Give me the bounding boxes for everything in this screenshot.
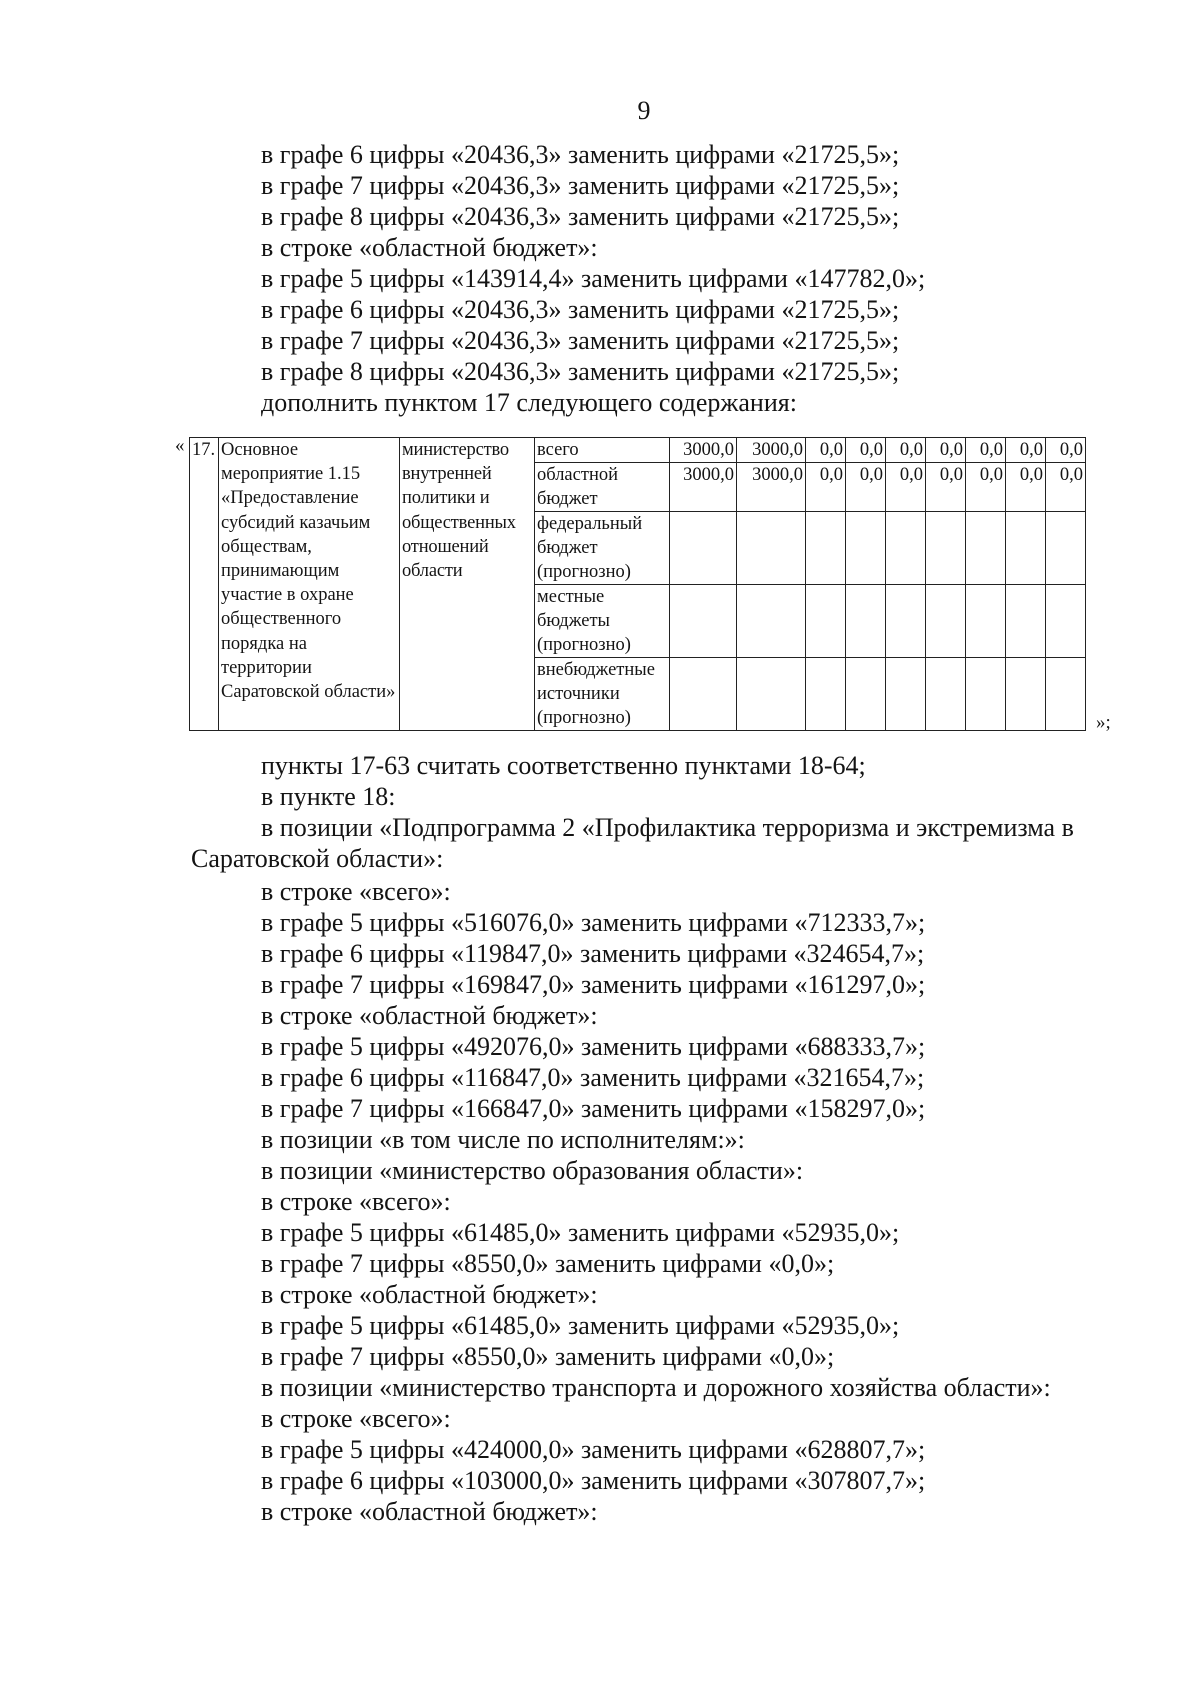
value-cell: [886, 585, 926, 658]
value-cell: 0,0: [846, 438, 886, 463]
source-cell: внебюджетные источники (прогнозно): [535, 658, 670, 731]
text-line: в графе 7 цифры «8550,0» заменить цифрами «0,0»;: [261, 1249, 835, 1278]
table-open-quote: «: [175, 435, 185, 456]
text-line: в позиции «министерство образования области»:: [261, 1156, 804, 1185]
text-line: в графе 7 цифры «20436,3» заменить цифрами «21725,5»;: [261, 171, 900, 200]
text-line: пункты 17-63 считать соответственно пунктами 18-64;: [261, 751, 866, 780]
text-line: в графе 7 цифры «166847,0» заменить цифрами «158297,0»;: [261, 1094, 926, 1123]
text-line: в графе 5 цифры «424000,0» заменить цифрами «628807,7»;: [261, 1435, 926, 1464]
source-cell: областной бюджет: [535, 463, 670, 512]
value-cell: 0,0: [886, 463, 926, 512]
table-close-quote: »;: [1096, 712, 1111, 733]
value-cell: [1006, 658, 1046, 731]
text-line: дополнить пунктом 17 следующего содержания:: [261, 388, 797, 417]
value-cell: [846, 658, 886, 731]
text-line: в графе 6 цифры «103000,0» заменить цифрами «307807,7»;: [261, 1466, 926, 1495]
value-cell: [926, 512, 966, 585]
text-line: в графе 5 цифры «492076,0» заменить цифрами «688333,7»;: [261, 1032, 926, 1061]
value-cell: [966, 585, 1006, 658]
item-name: Основное мероприятие 1.15 «Предоставление субсидий казачьим обществам, принимающим участие в охране общественного порядка на территории Саратовской области»: [219, 438, 400, 731]
value-cell: [670, 585, 737, 658]
text-line: в графе 6 цифры «116847,0» заменить цифрами «321654,7»;: [261, 1063, 925, 1092]
text-paragraph: в позиции «Подпрограмма 2 «Профилактика терроризма и экстремизма в Саратовской области»:: [191, 813, 1074, 873]
source-cell: местные бюджеты (прогнозно): [535, 585, 670, 658]
value-cell: [806, 512, 846, 585]
value-cell: [737, 658, 806, 731]
text-line: в позиции «министерство транспорта и дорожного хозяйства области»:: [261, 1373, 1051, 1402]
value-cell: 0,0: [926, 463, 966, 512]
value-cell: [846, 585, 886, 658]
value-cell: 0,0: [806, 463, 846, 512]
value-cell: 0,0: [886, 438, 926, 463]
text-line: в строке «областной бюджет»:: [261, 1280, 598, 1309]
text-line: в графе 6 цифры «20436,3» заменить цифрами «21725,5»;: [261, 295, 900, 324]
table-row: [190, 438, 1086, 463]
text-line: в строке «всего»:: [261, 1404, 451, 1433]
amendment-block-1: [261, 139, 925, 418]
value-cell: [1046, 585, 1086, 658]
value-cell: 3000,0: [737, 463, 806, 512]
value-cell: [966, 512, 1006, 585]
text-line: в позиции «в том числе по исполнителям:»:: [261, 1125, 745, 1154]
value-cell: [846, 512, 886, 585]
value-cell: [806, 585, 846, 658]
value-cell: 0,0: [806, 438, 846, 463]
value-cell: 0,0: [1006, 463, 1046, 512]
text-line: в графе 7 цифры «8550,0» заменить цифрами «0,0»;: [261, 1342, 835, 1371]
text-line: в строке «всего»:: [261, 877, 451, 906]
value-cell: [670, 512, 737, 585]
text-line: в пункте 18:: [261, 782, 396, 811]
item-number: 17.: [190, 438, 219, 731]
value-cell: [1046, 658, 1086, 731]
source-cell: всего: [535, 438, 670, 463]
text-line: в графе 7 цифры «20436,3» заменить цифрами «21725,5»;: [261, 326, 900, 355]
value-cell: 0,0: [1006, 438, 1046, 463]
text-line: в графе 6 цифры «119847,0» заменить цифрами «324654,7»;: [261, 939, 925, 968]
value-cell: [886, 658, 926, 731]
text-line: в графе 8 цифры «20436,3» заменить цифрами «21725,5»;: [261, 357, 900, 386]
text-line: в графе 5 цифры «143914,4» заменить цифрами «147782,0»;: [261, 264, 926, 293]
text-line: в строке «всего»:: [261, 1187, 451, 1216]
value-cell: 0,0: [1046, 463, 1086, 512]
text-line: в графе 5 цифры «516076,0» заменить цифрами «712333,7»;: [261, 908, 926, 937]
text-line: в графе 8 цифры «20436,3» заменить цифрами «21725,5»;: [261, 202, 900, 231]
value-cell: 0,0: [966, 438, 1006, 463]
value-cell: [926, 658, 966, 731]
text-line: в графе 7 цифры «169847,0» заменить цифрами «161297,0»;: [261, 970, 926, 999]
value-cell: [1046, 512, 1086, 585]
value-cell: 0,0: [966, 463, 1006, 512]
value-cell: 3000,0: [670, 463, 737, 512]
value-cell: 3000,0: [737, 438, 806, 463]
text-line: в графе 6 цифры «20436,3» заменить цифрами «21725,5»;: [261, 140, 900, 169]
value-cell: 0,0: [846, 463, 886, 512]
amendment-block-3: [261, 876, 1051, 1527]
text-line: в строке «областной бюджет»:: [261, 1497, 598, 1526]
value-cell: [1006, 585, 1046, 658]
subprogram-position: [191, 812, 1101, 874]
value-cell: [670, 658, 737, 731]
value-cell: 0,0: [1046, 438, 1086, 463]
value-cell: 0,0: [926, 438, 966, 463]
text-line: в строке «областной бюджет»:: [261, 233, 598, 262]
source-cell: федеральный бюджет (прогнозно): [535, 512, 670, 585]
value-cell: [737, 585, 806, 658]
amendment-table: [189, 437, 1086, 731]
text-line: в графе 5 цифры «61485,0» заменить цифрами «52935,0»;: [261, 1218, 900, 1247]
value-cell: [1006, 512, 1046, 585]
value-cell: 3000,0: [670, 438, 737, 463]
item-executor: министерство внутренней политики и общественных отношений области: [400, 438, 535, 731]
value-cell: [737, 512, 806, 585]
value-cell: [886, 512, 926, 585]
value-cell: [966, 658, 1006, 731]
value-cell: [806, 658, 846, 731]
text-line: в строке «областной бюджет»:: [261, 1001, 598, 1030]
text-line: в графе 5 цифры «61485,0» заменить цифрами «52935,0»;: [261, 1311, 900, 1340]
page-number: 9: [637, 96, 651, 125]
value-cell: [926, 585, 966, 658]
amendment-block-2: [261, 750, 866, 812]
